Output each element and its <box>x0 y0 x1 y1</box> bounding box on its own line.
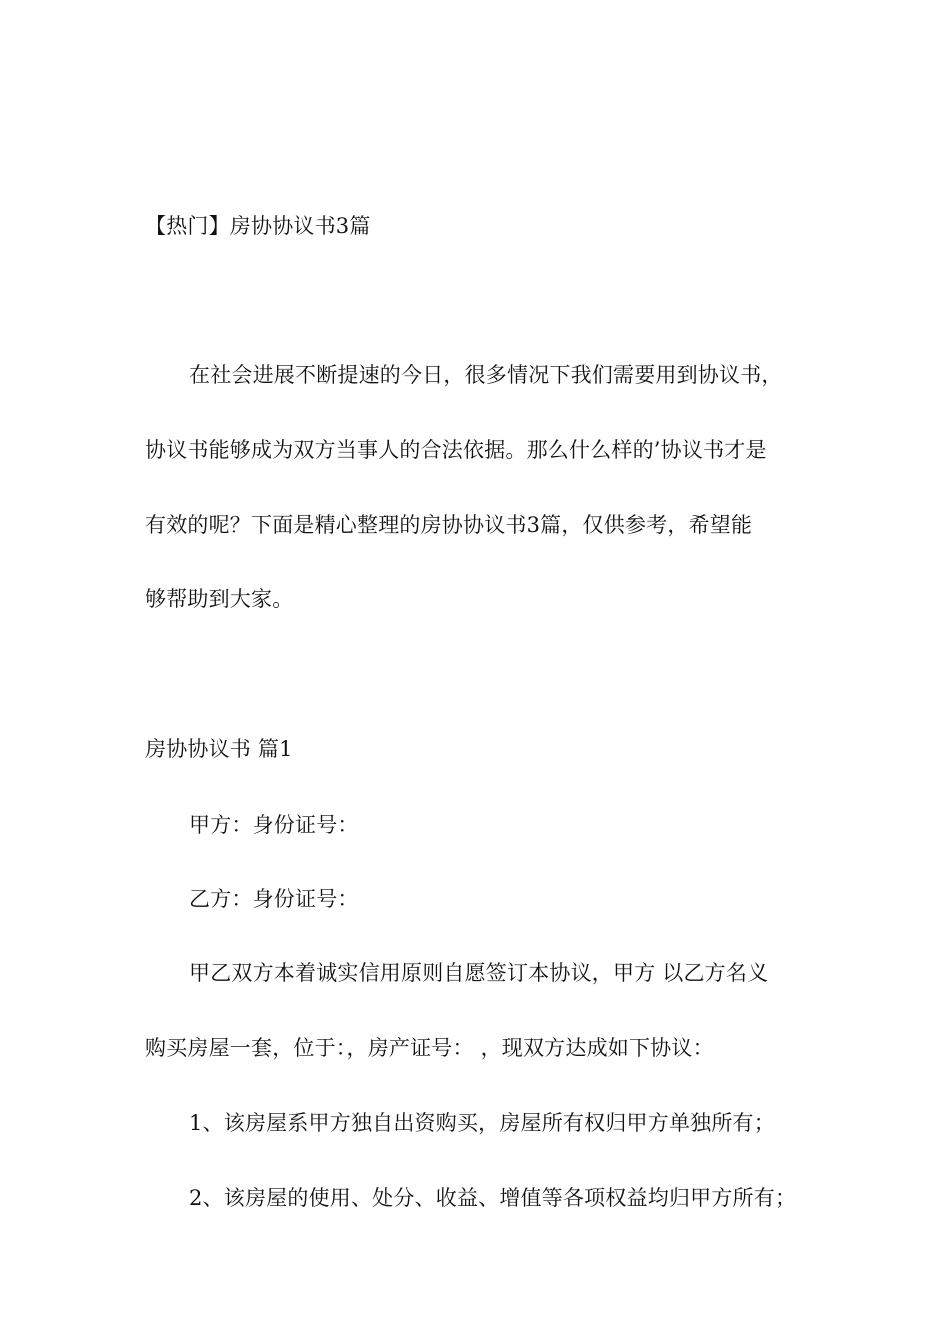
clause-2: 2、该房屋的使用、处分、收益、增值等各项权益均归甲方所有； <box>189 1186 797 1210</box>
intro-line-2: 协议书能够成为双方当事人的合法依据。那么什么样的’协议书才是 <box>145 438 767 462</box>
intro-line-4: 够帮助到大家。 <box>145 587 294 611</box>
intro-line-1: 在社会进展不断提速的今日，很多情况下我们需要用到协议书， <box>189 363 783 387</box>
clause-1: 1、该房屋系甲方独自出资购买，房屋所有权归甲方单独所有； <box>189 1111 775 1135</box>
document-title: 【热门】房协协议书3篇 <box>145 214 371 238</box>
agreement-line-2: 购买房屋一套，位于：，房产证号： ，现双方达成如下协议： <box>145 1036 714 1060</box>
agreement-line-1: 甲乙双方本着诚实信用原则自愿签订本协议，甲方 以乙方名义 <box>189 961 769 985</box>
party-a-line: 甲方：身份证号： <box>189 813 359 837</box>
party-b-line: 乙方：身份证号： <box>189 887 359 911</box>
intro-line-3: 有效的呢？下面是精心整理的房协协议书3篇，仅供参考，希望能 <box>145 513 753 537</box>
section-heading: 房协协议书 篇1 <box>145 737 293 761</box>
